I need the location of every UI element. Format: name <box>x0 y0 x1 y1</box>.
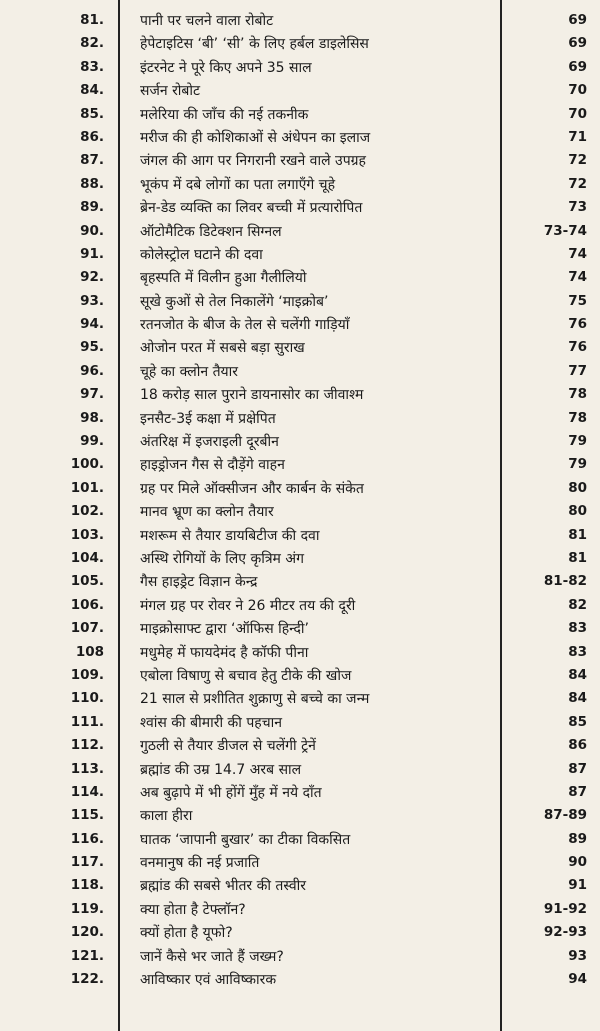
contents-entry <box>0 174 600 197</box>
entry-title: चूहे का क्लोन तैयार <box>140 363 239 380</box>
contents-entry <box>0 33 600 56</box>
entry-title: इनसैट-3ई कक्षा में प्रक्षेपित <box>140 410 276 427</box>
contents-entry <box>0 595 600 618</box>
contents-entry <box>0 642 600 665</box>
contents-entry <box>0 805 600 828</box>
entry-number: 116. <box>70 830 104 847</box>
entry-number: 113. <box>70 760 104 777</box>
entry-title: कोलेस्ट्रोल घटाने की दवा <box>140 246 263 263</box>
entry-title: आविष्कार एवं आविष्कारक <box>140 972 277 989</box>
entry-page-number: 71 <box>568 128 587 145</box>
entry-number: 105. <box>70 573 104 590</box>
entry-title: इंटरनेट ने पूरे किए अपने 35 साल <box>140 59 312 76</box>
entry-page-number: 92-93 <box>543 924 587 941</box>
contents-entry <box>0 501 600 524</box>
entry-page-number: 93 <box>568 947 587 964</box>
entry-title: मशरूम से तैयार डायबिटीज की दवा <box>140 527 320 544</box>
entry-number: 117. <box>70 854 104 871</box>
contents-entry <box>0 267 600 290</box>
contents-entry <box>0 337 600 360</box>
entry-title: हाइड्रोजन गैस से दौड़ेंगे वाहन <box>140 457 285 474</box>
contents-entry <box>0 150 600 173</box>
contents-entry <box>0 80 600 103</box>
entry-number: 83. <box>80 58 104 75</box>
contents-entry <box>0 10 600 33</box>
entry-number: 93. <box>80 292 104 309</box>
entry-title: वनमानुष की नई प्रजाति <box>140 855 260 872</box>
entry-number: 104. <box>70 549 104 566</box>
entry-title: सूखे कुओं से तेल निकालेंगे ‘माइक्रोब’ <box>140 293 329 310</box>
contents-entry <box>0 291 600 314</box>
entry-number: 120. <box>70 924 104 941</box>
entry-title: माइक्रोसाफ्ट द्वारा ‘ऑफिस हिन्दी’ <box>140 621 309 638</box>
entry-title: क्या होता है टेफ्लॉन? <box>140 901 246 918</box>
contents-entry <box>0 525 600 548</box>
entry-title: ओजोन परत में सबसे बड़ा सुराख <box>140 340 305 357</box>
entry-number: 100. <box>70 456 104 473</box>
entry-page-number: 87-89 <box>543 807 587 824</box>
entry-number: 112. <box>70 737 104 754</box>
entry-title: पानी पर चलने वाला रोबोट <box>140 13 274 29</box>
contents-entry <box>0 221 600 244</box>
entry-number: 88. <box>80 175 104 192</box>
entry-title: घातक ‘जापानी बुखार’ का टीका विकसित <box>140 831 351 848</box>
entry-number: 89. <box>80 199 104 216</box>
entry-title: अंतरिक्ष में इजराइली दूरबीन <box>140 434 279 451</box>
entry-title: गुठली से तैयार डीजल से चलेंगी ट्रेनें <box>140 738 316 755</box>
entry-page-number: 69 <box>568 58 587 75</box>
entry-page-number: 70 <box>568 82 587 99</box>
contents-list <box>0 10 600 992</box>
entry-number: 81. <box>80 12 104 28</box>
entry-page-number: 90 <box>568 854 587 871</box>
entry-page-number: 74 <box>568 245 587 262</box>
entry-title: 21 साल से प्रशीतित शुक्राणु से बच्चे का जन्म <box>140 691 370 708</box>
entry-number: 94. <box>80 316 104 333</box>
contents-entry <box>0 922 600 945</box>
entry-number: 97. <box>80 386 104 403</box>
contents-entry <box>0 197 600 220</box>
entry-page-number: 72 <box>568 152 587 169</box>
entry-title: क्यों होता है यूफो? <box>140 925 233 942</box>
contents-entry <box>0 969 600 992</box>
entry-page-number: 85 <box>568 713 587 730</box>
entry-number: 101. <box>70 479 104 496</box>
entry-page-number: 69 <box>568 35 587 52</box>
entry-number: 122. <box>70 971 104 988</box>
contents-entry <box>0 829 600 852</box>
contents-entry <box>0 571 600 594</box>
entry-title: ब्रह्मांड की उम्र 14.7 अरब साल <box>140 761 302 778</box>
entry-number: 85. <box>80 105 104 122</box>
entry-title: बृहस्पति में विलीन हुआ गैलीलियो <box>140 270 307 287</box>
entry-title: जानें कैसे भर जाते हैं जख्म? <box>140 948 284 965</box>
contents-entry <box>0 759 600 782</box>
entry-number: 92. <box>80 269 104 286</box>
entry-page-number: 81 <box>568 526 587 543</box>
contents-entry <box>0 104 600 127</box>
entry-title: रतनजोत के बीज के तेल से चलेंगी गाड़ियाँ <box>140 317 350 334</box>
entry-page-number: 86 <box>568 737 587 754</box>
contents-entry <box>0 478 600 501</box>
entry-page-number: 72 <box>568 175 587 192</box>
entry-title: मधुमेह में फायदेमंद है कॉफी पीना <box>140 644 309 661</box>
entry-number: 86. <box>80 128 104 145</box>
entry-page-number: 87 <box>568 783 587 800</box>
contents-entry <box>0 735 600 758</box>
contents-entry <box>0 57 600 80</box>
contents-entry <box>0 454 600 477</box>
entry-number: 108 <box>75 643 104 660</box>
entry-title: हेपेटाइटिस ‘बी’ ‘सी’ के लिए हर्बल डाइलेसिस <box>140 36 369 53</box>
entry-page-number: 78 <box>568 386 587 403</box>
entry-title: सर्जन रोबोट <box>140 83 201 100</box>
entry-number: 110. <box>70 690 104 707</box>
contents-entry <box>0 361 600 384</box>
entry-number: 121. <box>70 947 104 964</box>
contents-entry <box>0 384 600 407</box>
entry-title: मरीज की ही कोशिकाओं से अंधेपन का इलाज <box>140 129 371 146</box>
entry-number: 98. <box>80 409 104 426</box>
contents-entry <box>0 244 600 267</box>
entry-page-number: 91-92 <box>543 900 587 917</box>
entry-page-number: 78 <box>568 409 587 426</box>
entry-page-number: 74 <box>568 269 587 286</box>
entry-title: 18 करोड़ साल पुराने डायनासोर का जीवाश्म <box>140 387 364 404</box>
entry-page-number: 73 <box>568 199 587 216</box>
entry-number: 119. <box>70 900 104 917</box>
entry-title: काला हीरा <box>140 808 193 825</box>
entry-title: जंगल की आग पर निगरानी रखने वाले उपग्रह <box>140 153 366 170</box>
entry-page-number: 75 <box>568 292 587 309</box>
entry-page-number: 91 <box>568 877 587 894</box>
entry-page-number: 69 <box>568 12 587 28</box>
entry-page-number: 79 <box>568 433 587 450</box>
entry-title: भूकंप में दबे लोगों का पता लगाएँगे चूहे <box>140 176 336 193</box>
entry-number: 95. <box>80 339 104 356</box>
entry-title: मलेरिया की जाँच की नई तकनीक <box>140 106 309 123</box>
entry-title: मानव भ्रूण का क्लोन तैयार <box>140 504 274 521</box>
entry-page-number: 94 <box>568 971 587 988</box>
entry-number: 111. <box>70 713 104 730</box>
entry-number: 84. <box>80 82 104 99</box>
entry-page-number: 77 <box>568 362 587 379</box>
entry-page-number: 76 <box>568 339 587 356</box>
entry-page-number: 89 <box>568 830 587 847</box>
contents-entry <box>0 431 600 454</box>
contents-entry <box>0 665 600 688</box>
entry-title: ब्रह्मांड की सबसे भीतर की तस्वीर <box>140 878 306 895</box>
entry-number: 91. <box>80 245 104 262</box>
entry-number: 82. <box>80 35 104 52</box>
contents-entry <box>0 946 600 969</box>
contents-entry <box>0 618 600 641</box>
contents-entry <box>0 852 600 875</box>
entry-number: 109. <box>70 666 104 683</box>
entry-page-number: 87 <box>568 760 587 777</box>
entry-page-number: 70 <box>568 105 587 122</box>
contents-entry <box>0 712 600 735</box>
contents-entry <box>0 782 600 805</box>
entry-page-number: 83 <box>568 643 587 660</box>
entry-page-number: 73-74 <box>543 222 587 239</box>
entry-title: अब बुढ़ापे में भी होंगें मुँह में नये दाँत <box>140 784 322 801</box>
contents-entry <box>0 314 600 337</box>
entry-title: मंगल ग्रह पर रोवर ने 26 मीटर तय की दूरी <box>140 597 356 614</box>
contents-entry <box>0 875 600 898</box>
entry-page-number: 84 <box>568 690 587 707</box>
entry-number: 114. <box>70 783 104 800</box>
entry-title: अस्थि रोगियों के लिए कृत्रिम अंग <box>140 550 304 567</box>
entry-page-number: 81 <box>568 549 587 566</box>
contents-entry <box>0 548 600 571</box>
entry-number: 103. <box>70 526 104 543</box>
entry-number: 107. <box>70 620 104 637</box>
contents-entry <box>0 408 600 431</box>
entry-number: 96. <box>80 362 104 379</box>
entry-page-number: 81-82 <box>543 573 587 590</box>
contents-entry <box>0 127 600 150</box>
entry-title: गैस हाइड्रेट विज्ञान केन्द्र <box>140 574 258 591</box>
entry-number: 102. <box>70 503 104 520</box>
entry-page-number: 79 <box>568 456 587 473</box>
entry-title: ऑटोमैटिक डिटेक्शन सिग्नल <box>140 223 282 240</box>
entry-page-number: 83 <box>568 620 587 637</box>
entry-title: एबोला विषाणु से बचाव हेतु टीके की खोज <box>140 667 352 684</box>
entry-page-number: 80 <box>568 479 587 496</box>
entry-number: 90. <box>80 222 104 239</box>
entry-page-number: 84 <box>568 666 587 683</box>
entry-number: 87. <box>80 152 104 169</box>
entry-number: 115. <box>70 807 104 824</box>
entry-number: 106. <box>70 596 104 613</box>
entry-page-number: 76 <box>568 316 587 333</box>
entry-title: ग्रह पर मिले ऑक्सीजन और कार्बन के संकेत <box>140 480 364 497</box>
entry-number: 99. <box>80 433 104 450</box>
contents-entry <box>0 688 600 711</box>
entry-number: 118. <box>70 877 104 894</box>
entry-page-number: 80 <box>568 503 587 520</box>
entry-page-number: 82 <box>568 596 587 613</box>
contents-entry <box>0 899 600 922</box>
entry-title: श्वांस की बीमारी की पहचान <box>140 714 283 731</box>
entry-title: ब्रेन-डेड व्यक्ति का लिवर बच्ची में प्रत्यारोपित <box>140 200 363 217</box>
